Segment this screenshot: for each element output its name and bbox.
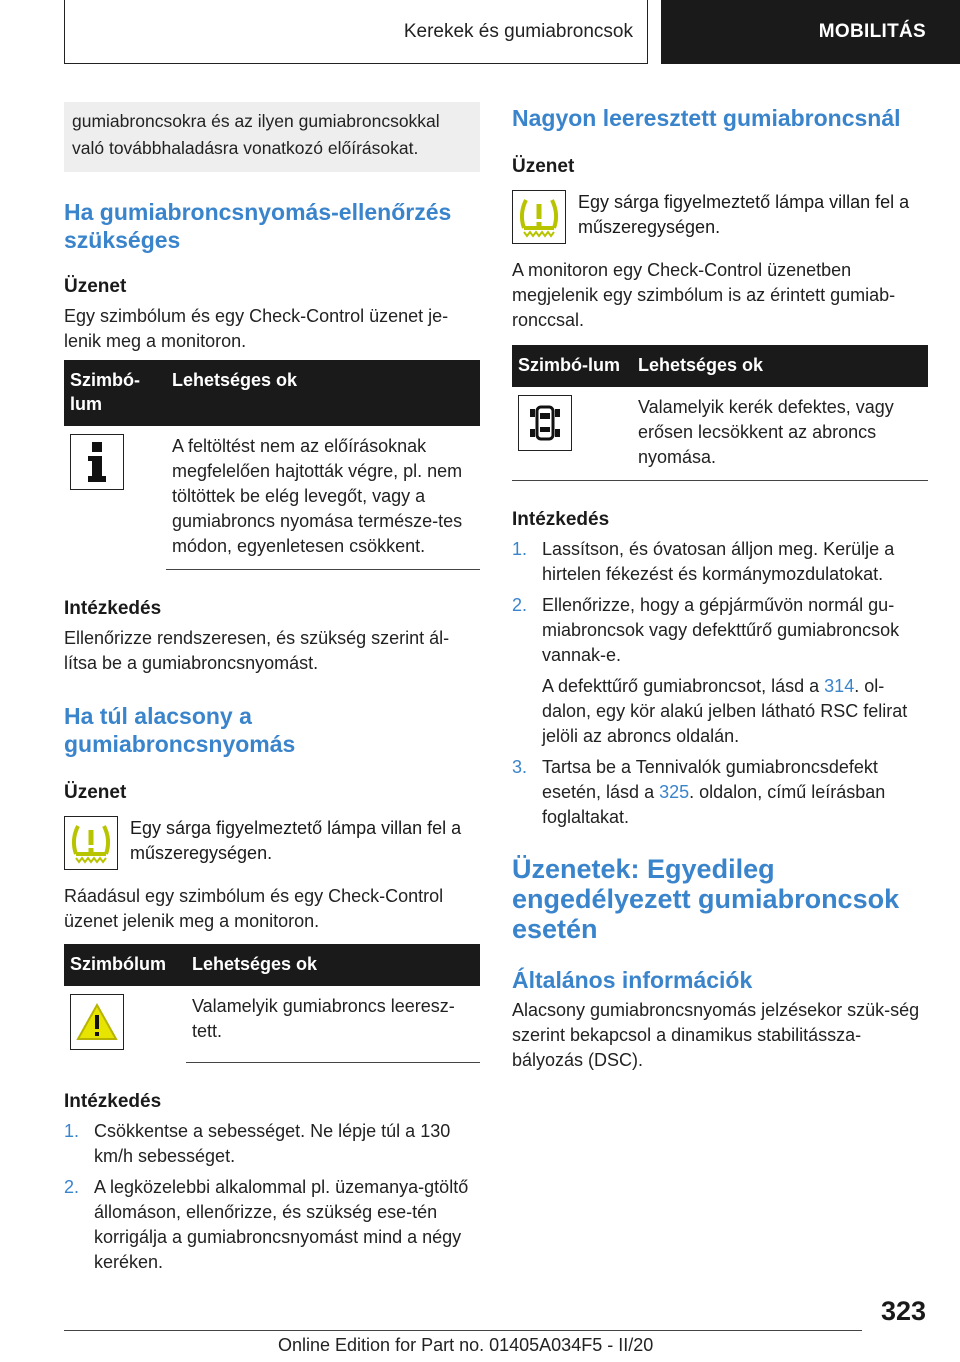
warning-triangle-icon — [70, 994, 124, 1050]
table-row — [512, 387, 928, 481]
list-item — [64, 1175, 480, 1275]
table-row — [64, 986, 480, 1062]
symbol-table-2 — [64, 944, 480, 1063]
footer-divider — [64, 1330, 862, 1331]
extra-text: Ráadásul egy szimbólum és egy Check-Control üzenet jelenik meg a monitoron. — [64, 886, 444, 931]
tire-pressure-warning-icon — [512, 190, 566, 244]
heading-low-pressure: Ha túl alacsony a gumiabroncsnyomás — [64, 703, 296, 757]
action-text: Ellenőrizze rendszeresen, és szükség szerint ál-lítsa be a gumiabroncsnyomást. — [64, 628, 450, 673]
step-number: 3. — [512, 757, 528, 777]
running-header-section — [64, 0, 648, 64]
warning-lamp-row — [512, 190, 928, 244]
info-icon — [70, 434, 124, 490]
note-text: A defekttűrő gumiabroncsot, lásd a — [542, 676, 825, 696]
step-number: 1. — [64, 1120, 80, 1141]
list-item — [512, 593, 928, 668]
table-header-symbol: Szimbó-lum — [512, 345, 632, 387]
running-header-chapter — [661, 0, 960, 64]
message-text: Egy szimbólum és egy Check-Control üzenet je-lenik meg a monitoron. — [64, 306, 449, 351]
warning-lamp-row — [64, 816, 480, 870]
heading-flat-tire: Nagyon leeresztett gumiabroncsnál — [512, 105, 901, 131]
heading-general-info: Általános információk — [512, 967, 753, 993]
step-text: Csökkentse a sebességet. Ne lépje túl a 130 km/h sebességet. — [94, 1120, 451, 1166]
action-label: Intézkedés — [64, 598, 162, 619]
step-text: Ellenőrizze, hogy a gépjárművön normál gu-miabroncsok vagy defekttűrő gumiabroncsok vannak-e. — [542, 595, 900, 665]
table-header-symbol: Szimbó-lum — [64, 360, 166, 426]
lamp-text: Egy sárga figyelmeztető lámpa villan fel a műszeregységen. — [578, 192, 910, 237]
chapter-title: MOBILITÁS — [818, 21, 926, 42]
table-row — [64, 426, 480, 570]
section-title: Kerekek és gumiabroncsok — [403, 20, 633, 42]
page-link-314[interactable]: 314 — [824, 676, 855, 696]
general-info-text: Alacsony gumiabroncsnyomás jelzésekor szük-ség szerint bekapcsol a dinamikus stabilitássza-bályozás (DSC). — [512, 1000, 920, 1070]
message-label: Üzenet — [64, 782, 127, 803]
step-text: Tartsa be a Tennivalók gumiabroncsdefekt esetén, lásd a — [542, 757, 878, 802]
message-label: Üzenet — [512, 156, 575, 177]
table-cause-cell: Valamelyik gumiabroncs leeresz-tett. — [186, 986, 480, 1062]
page-number: 323 — [880, 1296, 926, 1326]
step-text: . oldalon, című leírásban foglaltakat. — [542, 782, 886, 827]
lamp-text: Egy sárga figyelmeztető lámpa villan fel a műszeregységen. — [130, 818, 462, 863]
symbol-table-1 — [64, 360, 480, 570]
tire-pressure-warning-icon — [64, 816, 118, 870]
step-text: A legközelebbi alkalommal pl. üzemanya-gtöltő állomáson, ellenőrizze, és szükség ese-tén korrigálja a gumiabroncsnyomást mind a négy keréken. — [94, 1176, 469, 1272]
car-tire-icon — [518, 395, 572, 451]
note-text: . ol-dalon, egy kör alakú jelben látható RSC felirat jelöli az abroncs oldalán. — [542, 676, 908, 746]
extra-text: A monitoron egy Check-Control üzenetben megjelenik egy szimbólum is az érintett gumiab-ronccsal. — [512, 260, 896, 330]
table-header-cause: Lehetséges ok — [166, 360, 480, 426]
step-note — [512, 674, 928, 749]
table-cause-cell: A feltöltést nem az előírásoknak megfelelően hajtották végre, pl. nem töltöttek be elég levegőt, vagy a gumiabroncs nyomása természe-tes módon, egyenletesen csökkent. — [166, 426, 480, 570]
table-header-cause: Lehetséges ok — [632, 345, 928, 387]
action-label: Intézkedés — [64, 1090, 162, 1112]
list-item — [64, 1119, 480, 1169]
table-cause-cell: Valamelyik kerék defektes, vagy erősen lecsökkent az abroncs nyomása. — [632, 387, 928, 481]
step-number: 1. — [512, 539, 528, 559]
step-number: 2. — [512, 595, 528, 615]
heading-pressure-check: Ha gumiabroncsnyomás-ellenőrzés szükséges — [64, 199, 452, 253]
list-item — [512, 537, 928, 587]
action-label: Intézkedés — [512, 509, 610, 530]
table-header-cause: Lehetséges ok — [186, 944, 480, 986]
edition-text: Online Edition for Part no. 01405A034F5 - II/20 — [278, 1335, 654, 1355]
message-label: Üzenet — [64, 276, 127, 297]
step-number: 2. — [64, 1176, 80, 1197]
page-link-325[interactable]: 325 — [659, 782, 690, 802]
heading-approved-tires: Üzenetek: Egyedileg engedélyezett gumiabroncsok esetén — [512, 854, 900, 944]
right-column — [512, 102, 928, 1073]
list-item — [512, 755, 928, 830]
action-steps — [64, 1119, 480, 1275]
symbol-table-3 — [512, 345, 928, 481]
step-text: Lassítson, és óvatosan álljon meg. Kerülje a hirtelen fékezést és kormánymozdulatokat. — [542, 539, 895, 584]
intro-box: gumiabroncsokra és az ilyen gumiabroncsokkal való továbbhaladásra vonatkozó előírásokat. — [64, 102, 480, 172]
left-column — [64, 102, 480, 1281]
table-header-symbol: Szimbólum — [64, 944, 186, 986]
action-steps — [512, 537, 928, 830]
